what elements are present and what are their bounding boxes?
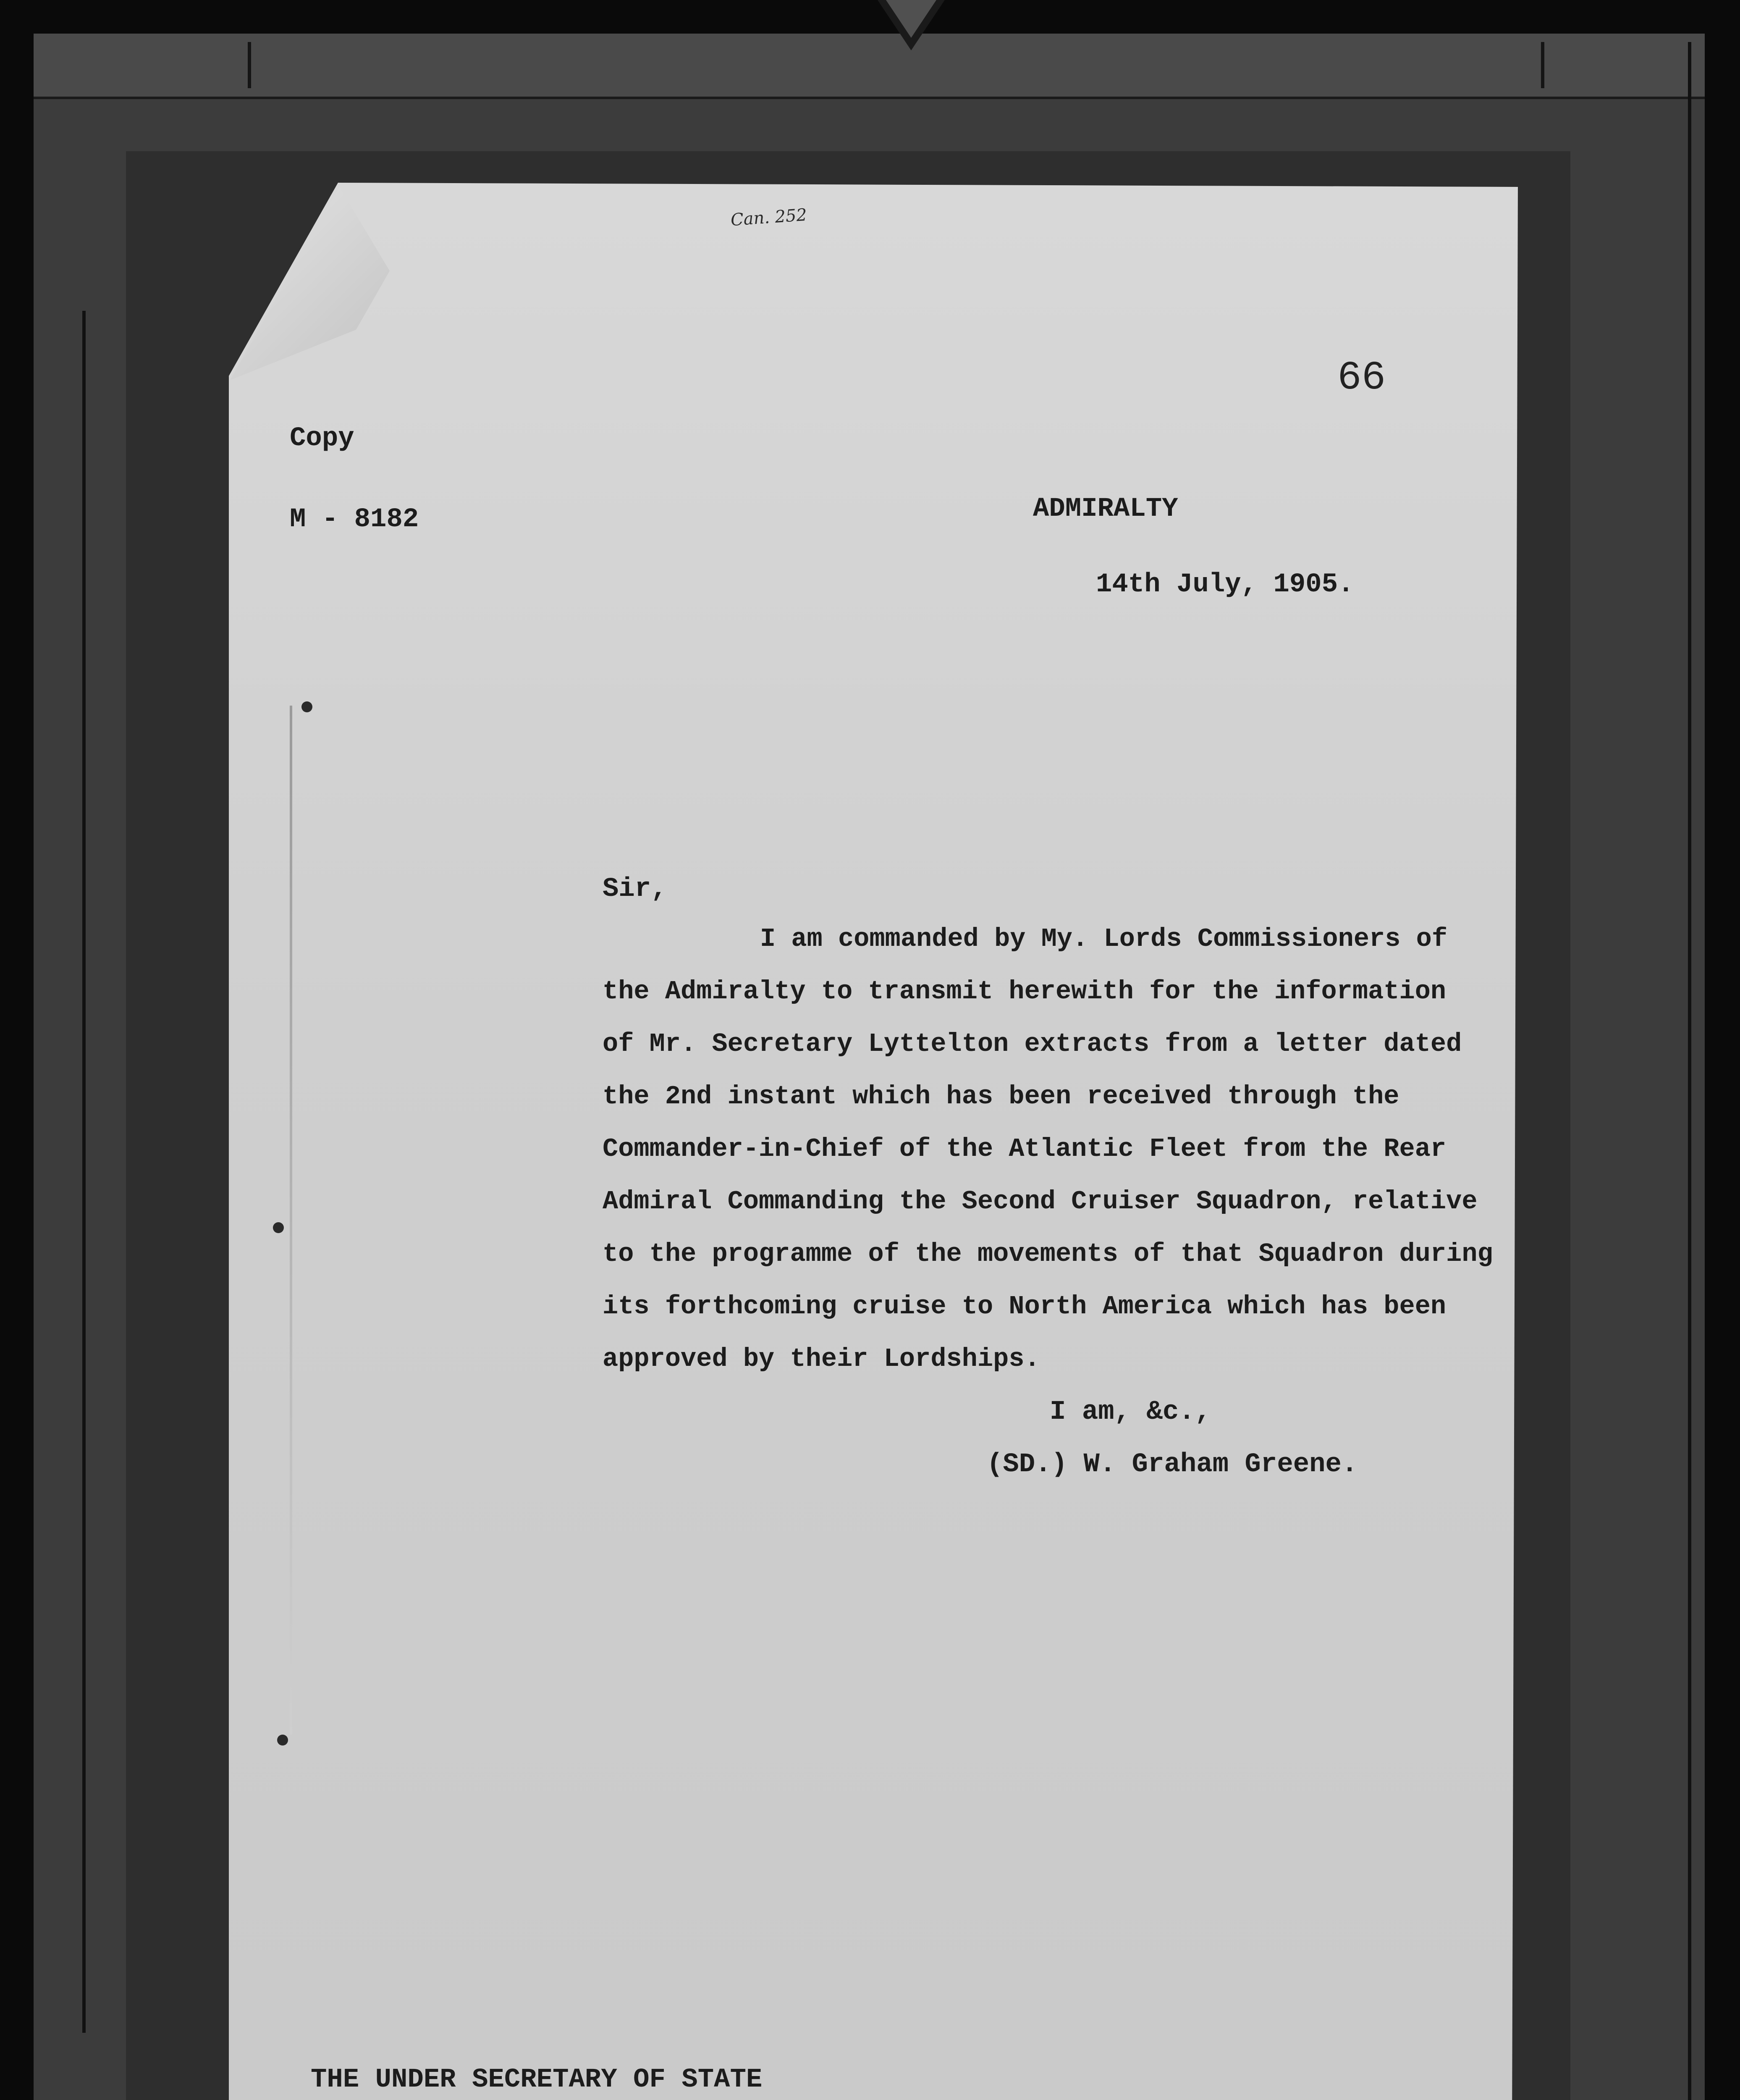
- binding-thread: [290, 706, 292, 1735]
- film-edge-rule: [1688, 42, 1691, 2100]
- body-line: of Mr. Secretary Lyttelton extracts from a letter dated: [603, 1029, 1462, 1059]
- body-line: Admiral Commanding the Second Cruiser Squadron, relative: [603, 1186, 1478, 1216]
- body-line: its forthcoming cruise to North America which has been: [603, 1292, 1447, 1321]
- closing: I am, &c.,: [1050, 1397, 1211, 1427]
- reference-number: M - 8182: [290, 504, 419, 535]
- film-edge-rule: [82, 311, 86, 2033]
- body-line: approved by their Lordships.: [603, 1344, 1040, 1374]
- body-line: Commander-in-Chief of the Atlantic Fleet from the Rear: [603, 1134, 1447, 1164]
- addressee-line: THE UNDER SECRETARY OF STATE: [311, 2065, 763, 2095]
- folio-number: 66: [1337, 355, 1386, 401]
- punch-hole-icon: [277, 1735, 288, 1746]
- body-line: to the programme of the movements of that Squadron during: [603, 1239, 1493, 1269]
- punch-hole-icon: [301, 701, 312, 712]
- office-heading: ADMIRALTY: [1033, 494, 1178, 524]
- film-top-strip: [34, 34, 1705, 99]
- punch-hole-icon: [273, 1222, 284, 1233]
- frame-marker-inner: [886, 0, 936, 38]
- body-line: the 2nd instant which has been received through the: [603, 1082, 1399, 1111]
- body-line: I am commanded by My. Lords Commissioners of: [760, 924, 1448, 954]
- letter-date: 14th July, 1905.: [1096, 570, 1354, 600]
- copy-label: Copy: [290, 423, 354, 454]
- body-line: the Admiralty to transmit herewith for the information: [603, 976, 1447, 1006]
- film-tick-mark: [248, 42, 251, 88]
- film-tick-mark: [1541, 42, 1544, 88]
- handwritten-note: Can. 252: [730, 205, 808, 230]
- salutation: Sir,: [603, 874, 667, 904]
- signature: (SD.) W. Graham Greene.: [987, 1449, 1358, 1480]
